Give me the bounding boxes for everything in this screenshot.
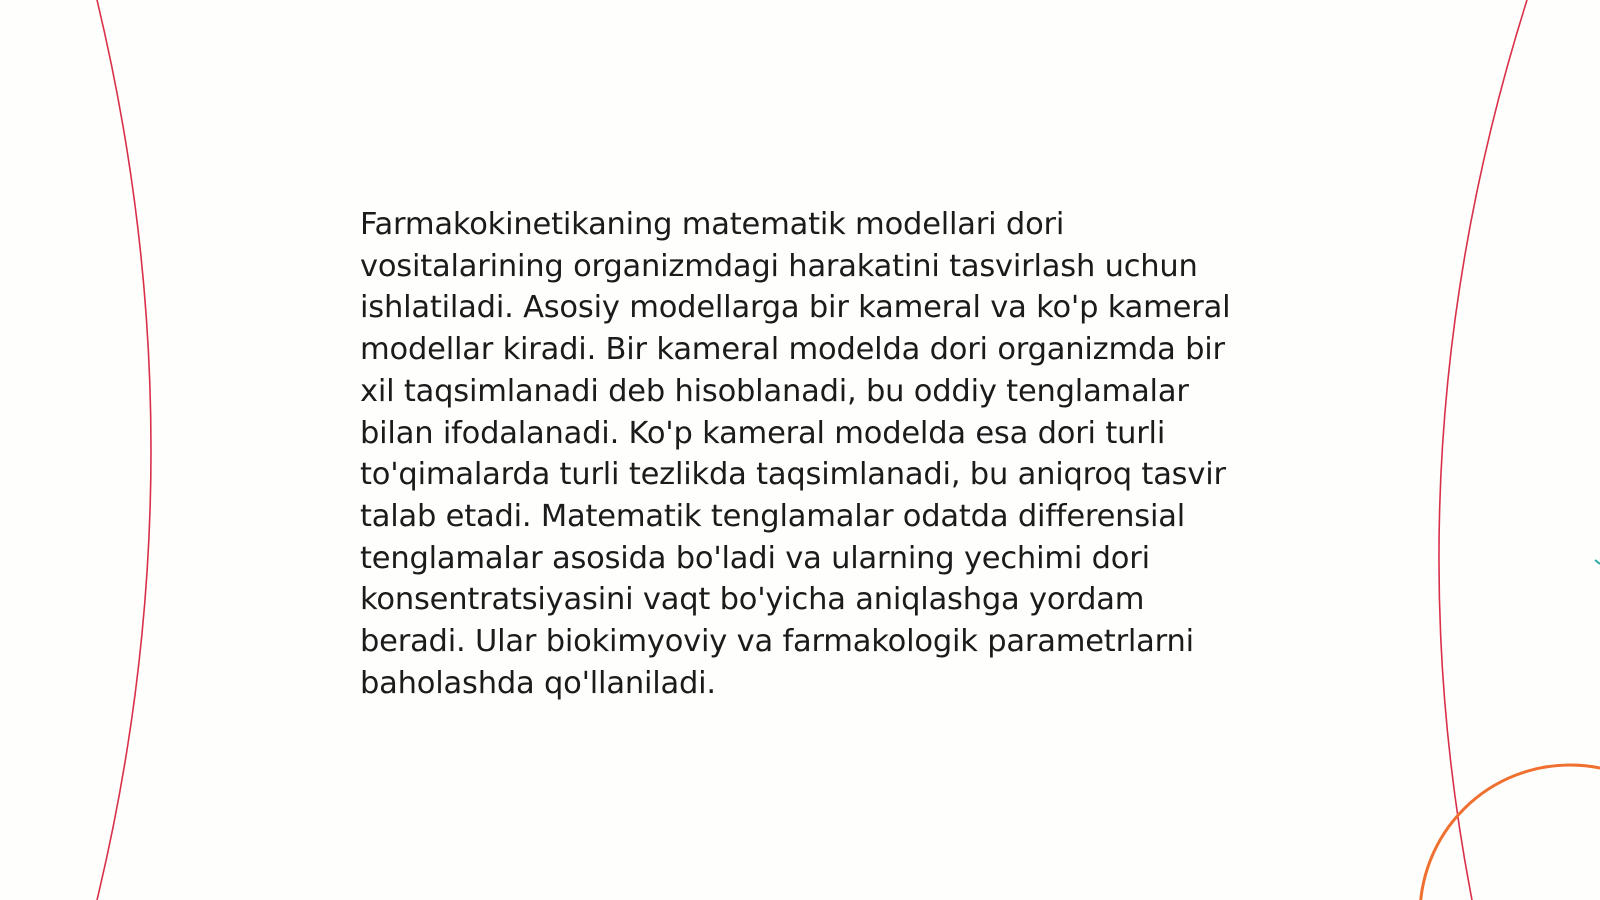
right-arc [1439, 0, 1527, 900]
orange-circle [1420, 765, 1600, 900]
teal-accent [1595, 560, 1600, 564]
body-paragraph: Farmakokinetikaning matematik modellari dori vositalarining organizmdagi harakatini tasvirlash uchun ishlatiladi. Asosiy modellarga bir kameral va ko'p kameral modellar kiradi. Bir kameral modelda dori organizmda bir xil taqsimlanadi deb hisoblanadi, bu oddiy tenglamalar bilan ifodalanadi. Ko'p kameral modelda esa dori turli to'qimalarda turli tezlikda taqsimlanadi, bu aniqroq tasvir talab etadi. Matematik tenglamalar odatda differensial tenglamalar asosida bo'ladi va ularning yechimi dori konsentratsiyasini vaqt bo'yicha aniqlashga yordam beradi. Ular biokimyoviy va farmakologik parametrlarni baholashda qo'llaniladi. [360, 207, 1231, 701]
left-arc [97, 0, 151, 900]
